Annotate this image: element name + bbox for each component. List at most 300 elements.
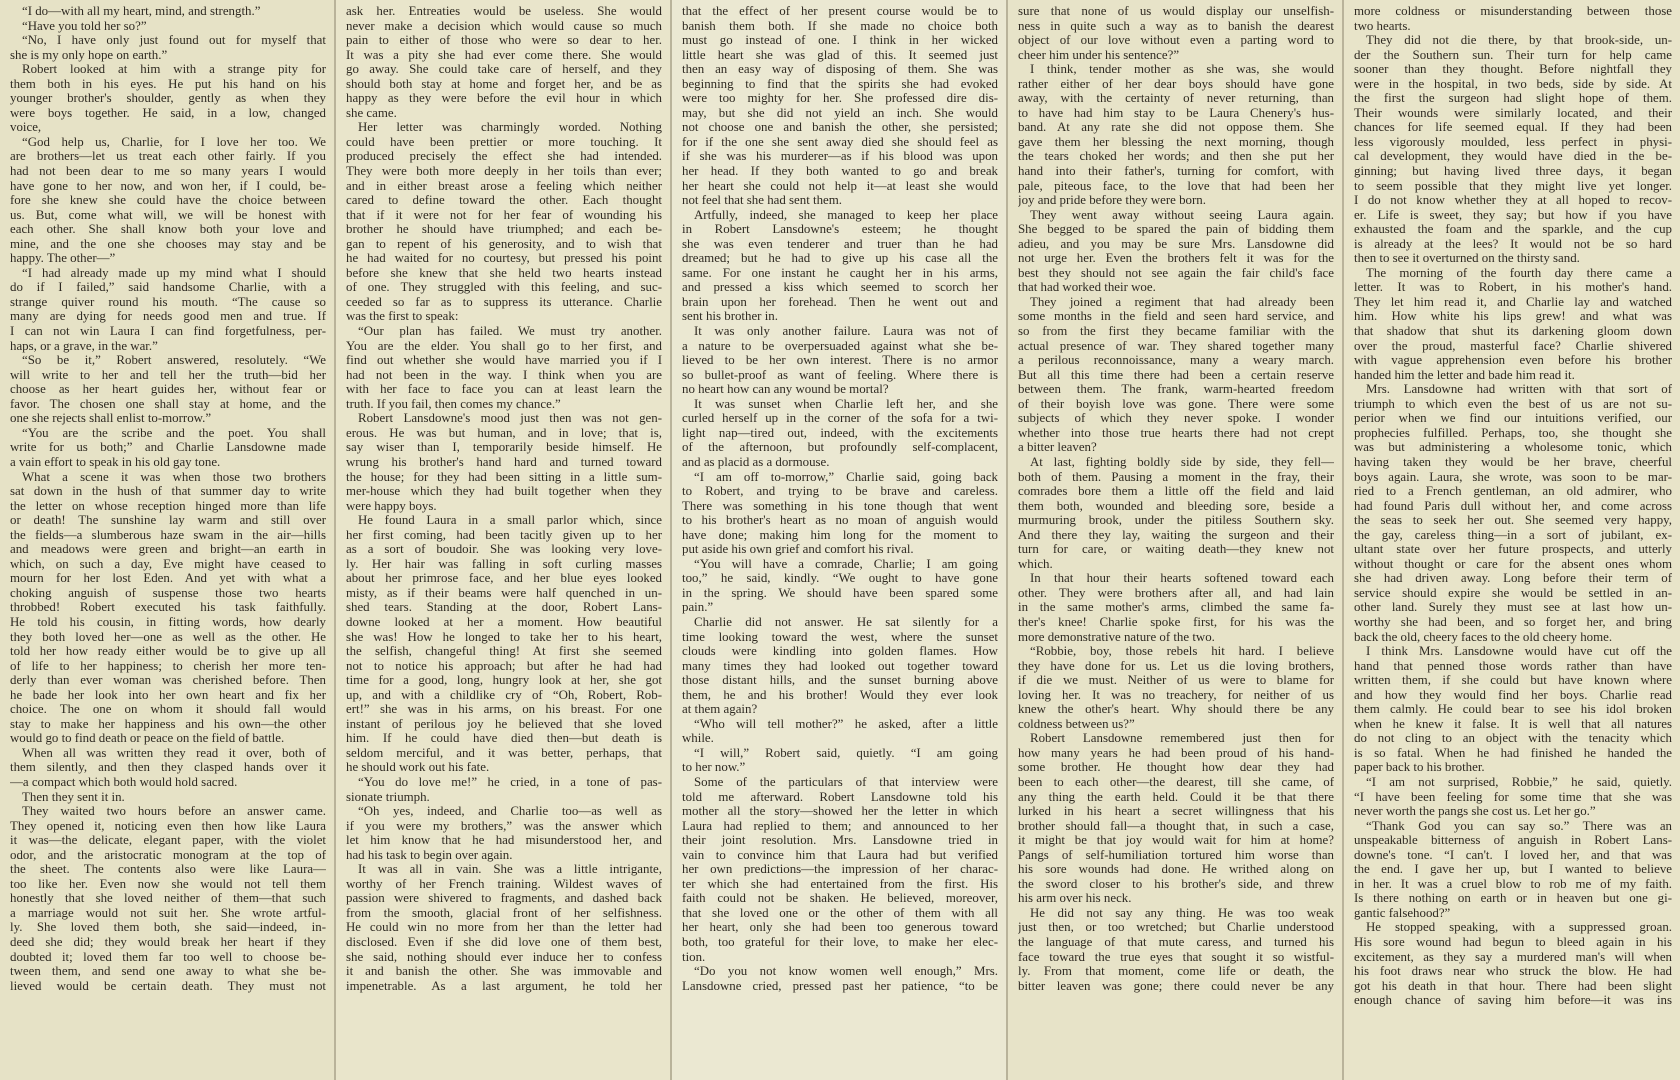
text-line: rather either of her dear boys should have gone xyxy=(1018,76,1334,91)
text-line: “Our plan has failed. We must try another. xyxy=(358,324,662,339)
text-line: “I had already made up my mind what I should xyxy=(22,265,326,280)
text-line: younger brother's shoulder, gently as when they xyxy=(10,91,326,106)
text-line: them both, wounded and bleeding sore, beside a xyxy=(1018,498,1334,513)
paragraph xyxy=(682,964,998,993)
text-line: Mrs. Lansdowne had written with that sort of xyxy=(1366,382,1672,397)
text-line: worthy she had been, and so forget her, and bring xyxy=(1354,614,1672,629)
text-line: lurked in his heart a secret willingness that his xyxy=(1018,804,1334,819)
text-line: banish them both. If she made no choice both xyxy=(682,18,998,33)
text-line: You are the elder. You shall go to her first, and xyxy=(346,338,662,353)
text-line: brother he should have triumphed; and each be- xyxy=(346,222,662,237)
text-line: They waited two hours before an answer came. xyxy=(22,804,326,819)
text-line: they have done for us. Let us die loving brothers, xyxy=(1018,658,1334,673)
text-line: she was! How he longed to take her to his heart, xyxy=(346,629,662,644)
text-line: a perilous reconnoissance, many a weary march. xyxy=(1018,353,1334,368)
text-line: Lansdowne cried, pressed past her patience, “to be xyxy=(682,978,998,993)
text-line: ask her. Entreaties would be useless. She would xyxy=(346,4,662,18)
paragraph xyxy=(1354,382,1672,644)
text-line: up, and with a childlike cry of “Oh, Robert, Rob- xyxy=(346,687,662,702)
text-line: cared to define toward the other. Each thought xyxy=(346,193,662,208)
text-line: sooner than they thought. Before nightfall they xyxy=(1354,62,1672,77)
text-line: got his death in that hour. There had been slight xyxy=(1354,978,1672,993)
text-line: tween them, and send one away to what she be- xyxy=(10,964,326,979)
text-line: many times they had looked out together toward xyxy=(682,658,998,673)
text-line: of their boyish love was gone. There were some xyxy=(1018,396,1334,411)
text-line: no heart how can any wound be mortal? xyxy=(682,382,889,397)
text-line: His sore wound had begun to bleed again in his xyxy=(1354,935,1672,949)
text-line: some months in the field and seen hard service, and xyxy=(1018,309,1334,324)
text-line: mourn for her lost Eden. And yet with what a xyxy=(10,571,326,586)
text-line: the tears choked her words; and then she put her xyxy=(1018,149,1334,164)
paragraph xyxy=(10,4,326,19)
text-line: happy as they were before the evil hour in which xyxy=(346,91,662,106)
paragraph xyxy=(346,862,662,993)
text-line: a nature to be overpersuaded against what she be- xyxy=(682,338,998,353)
text-line: must go instead of one. I think in her wicked xyxy=(682,33,998,48)
text-line: “Thank God you can say so.” There was an xyxy=(1366,818,1672,833)
text-line: in the spring. We should have been spared some xyxy=(682,585,998,600)
paragraph xyxy=(10,470,326,746)
text-line: “Robbie, boy, those rebels hit hard. I believe xyxy=(1030,644,1334,659)
text-line: she was even tenderer and truer than he had xyxy=(682,236,998,251)
text-line: ly. Her hair was falling in soft curling masses xyxy=(346,556,662,571)
text-line: pale, piteous face, to the love that had been her xyxy=(1018,178,1334,193)
paragraph xyxy=(682,470,998,557)
text-line: band. At any rate she did not oppose them. She xyxy=(1018,120,1334,135)
text-line: for if the one she sent away died she should feel as xyxy=(682,134,998,149)
text-line: “I am off to-morrow,” Charlie said, going back xyxy=(694,469,998,484)
text-line: them both in his eyes. He put his hand on his xyxy=(10,76,326,91)
text-line: —a compact which both would hold sacred. xyxy=(10,774,238,789)
text-line: ert!” she was in his arms, on his breast. For one xyxy=(346,702,662,717)
paragraph xyxy=(10,135,326,266)
text-line: do if I failed,” said handsome Charlie, with a xyxy=(10,280,326,295)
text-line: it was—the delicate, elegant paper, with the violet xyxy=(10,833,326,848)
text-line: not urge her. Even the brothers felt it was for the xyxy=(1018,251,1334,266)
text-line: he should work out his fate. xyxy=(346,760,490,775)
text-line: instant of perilous joy he believed that she loved xyxy=(346,716,662,731)
text-line: having taken they would be her brave, cheerful xyxy=(1354,454,1672,469)
text-line: hand into their father's, turning for comfort, with xyxy=(1018,164,1334,179)
paragraph xyxy=(682,557,998,615)
text-line: brother should fall—a thought that, in such a case, xyxy=(1018,818,1334,833)
text-line: they both loved her—one as well as the other. He xyxy=(10,629,326,644)
text-line: the end. I gave her up, but I wanted to believe xyxy=(1354,862,1672,877)
text-line: “I do—with all my heart, mind, and strength.” xyxy=(22,4,261,18)
text-line: ly. She loved them both, she said—indeed, in- xyxy=(10,920,326,935)
text-line: They did not die there, by that brook-side, un- xyxy=(1366,33,1672,48)
text-line: mine, and the one she chooses may stay and be xyxy=(10,236,326,251)
text-line: of the afternoon, but profoundly self-complacent, xyxy=(682,440,998,455)
text-line: It was a pity she had ever come there. She would xyxy=(346,47,662,62)
text-line: that shadow that shut its darkening gloom down xyxy=(1354,324,1672,339)
text-line: Is there nothing on earth or in heaven but one gi- xyxy=(1354,891,1672,906)
text-line: fore she knew she could have the choice between xyxy=(10,193,326,208)
text-line: time for a good, long, hungry look at her, she got xyxy=(346,673,662,688)
text-line: one she rejects shall enlist to-morrow.” xyxy=(10,411,212,426)
text-line: that if it were not for her fear of wounding his xyxy=(346,207,662,222)
text-line: less vigorously moulded, less perfect in physi- xyxy=(1354,134,1672,149)
text-line: “I will,” Robert said, quietly. “I am going xyxy=(694,745,998,760)
text-line: worthy of her French training. Wildest waves of xyxy=(346,876,662,891)
text-line: do not cling to an object with the tenacity which xyxy=(1354,731,1672,746)
text-line: She begged to be spared the pain of bidding them xyxy=(1018,222,1334,237)
text-line: before she knew that she held two hearts instead xyxy=(346,265,662,280)
text-line: ly. From that moment, come life or death, the xyxy=(1018,964,1334,979)
text-line: sat down in the hush of that summer day to write xyxy=(10,484,326,499)
text-line: happy. The other—” xyxy=(10,251,116,266)
text-line: more demonstrative nature of the two. xyxy=(1018,629,1215,644)
text-line: to his brother's heart as no moan of anguish would xyxy=(682,513,998,528)
text-line: erous. He was but human, and in love; that is, xyxy=(346,425,662,440)
text-line: excitement, as they say a murdered man's will when xyxy=(1354,949,1672,964)
text-line: of life to her happiness; to cherish her more ten- xyxy=(10,658,326,673)
text-line: unspeakable bitterness of anguish in Robert Lans- xyxy=(1354,833,1672,848)
text-line: hand that penned those words rather than have xyxy=(1354,658,1672,673)
text-line: joy and pride before they were born. xyxy=(1018,193,1206,208)
text-line: the gay, careless thing—in a sort of jubilant, ex- xyxy=(1354,527,1672,542)
text-line: go away. She could take care of herself, and they xyxy=(346,62,662,77)
text-line: the seas to seek her out. She seemed very happy, xyxy=(1354,513,1672,528)
text-line: Pangs of self-humiliation tortured him worse than xyxy=(1018,847,1334,862)
text-line: time looking toward the west, where the sunset xyxy=(682,629,998,644)
text-line: she said, nothing should ever induce her to confess xyxy=(346,949,662,964)
text-line: had not been in the way. I think when you are xyxy=(346,367,662,382)
text-line: loving her. It was no treachery, for neither of us xyxy=(1018,687,1334,702)
text-line: a vain effort to speak in his old gay tone. xyxy=(10,454,221,469)
text-line: that had worked their woe. xyxy=(1018,280,1156,295)
text-line: service should expire she would be settled in an- xyxy=(1354,585,1672,600)
text-line: “So be it,” Robert answered, resolutely. “We xyxy=(22,353,326,368)
text-line: beginning to find that the spirits she had evoked xyxy=(682,76,998,91)
text-line: as a sort of boudoir. She was looking very love- xyxy=(346,542,662,557)
text-line: handed him the letter and bade him read it. xyxy=(1354,367,1575,382)
text-line: which. xyxy=(1018,556,1053,571)
text-line: with vague apprehension even before his brother xyxy=(1354,353,1672,368)
text-line: I do not know whether they at all hoped to recov- xyxy=(1354,193,1672,208)
paragraph xyxy=(346,120,662,324)
text-line: Their wounds were similarly located, and their xyxy=(1354,105,1672,120)
text-line: had found Paris dull without her, and come across xyxy=(1354,498,1672,513)
text-line: passion were shivered to fragments, and dashed back xyxy=(346,891,662,906)
text-line: ness in quite such a way as to banish the dearest xyxy=(1018,18,1334,33)
text-line: both, too grateful for their love, to make her elec- xyxy=(682,935,998,949)
paragraph xyxy=(10,62,326,135)
text-line: never worth the pangs she cost us. Let her go.” xyxy=(1354,804,1596,819)
text-line: him. How white his lips grew! and what was xyxy=(1354,309,1672,324)
text-line: triumph to which even the best of us are not su- xyxy=(1354,396,1672,411)
text-line: actual presence of war. They shared together many xyxy=(1018,338,1334,353)
text-line: shed tears. Standing at the door, Robert Lans- xyxy=(346,600,662,615)
text-line: choking anguish of suspense those two hearts xyxy=(10,585,326,600)
text-line: little heart she was glad of this. It seemed just xyxy=(682,47,998,62)
paragraph xyxy=(682,397,998,470)
text-line: to her now.” xyxy=(682,760,746,775)
text-line: bitter leaven was gone; there could never be any xyxy=(1018,978,1334,993)
text-line: Robert Lansdowne's mood just then was not gen- xyxy=(358,411,662,426)
text-line: I think, tender mother as she was, she would xyxy=(1030,62,1334,77)
text-line: dreamed; but he had to give up his case all the xyxy=(682,251,998,266)
text-line: and in either breast arose a feeling which neither xyxy=(346,178,662,193)
text-line: if you were my brothers,” was the answer which xyxy=(346,818,662,833)
text-line: mer-house which they had built together when they xyxy=(346,484,662,499)
text-line: will write to her and tell her the truth—bid her xyxy=(10,367,326,382)
text-line: He found Laura in a small parlor which, since xyxy=(358,513,662,528)
paragraph xyxy=(10,266,326,353)
text-line: letter. It was to Robert, in his mother's hand. xyxy=(1354,280,1672,295)
text-column-2 xyxy=(336,0,672,1080)
text-line: wrung his brother's hand hard and turned toward xyxy=(346,454,662,469)
text-line: impenetrable. As a last argument, he told her xyxy=(346,978,662,993)
text-line: the selfish, changeful thing! At first she seemed xyxy=(346,644,662,659)
text-line: them silently, and then they clasped hands over it xyxy=(10,760,326,775)
text-line: knew the other's heart. Why should there be any xyxy=(1018,702,1334,717)
paragraph xyxy=(1018,4,1334,62)
paragraph xyxy=(346,411,662,513)
text-line: Then they sent it in. xyxy=(22,789,125,804)
text-line: He told his cousin, in fitting words, how dearly xyxy=(10,614,326,629)
text-line: she is my only hope on earth.” xyxy=(10,47,168,62)
text-line: seldom merciful, and it was better, perhaps, that xyxy=(346,745,662,760)
text-line: the fields—a slumberous haze swam in the air—hills xyxy=(10,527,326,542)
text-line: were in the hospital, in two beds, side by side. At xyxy=(1354,76,1672,91)
text-line: mother all the story—showed her the letter in which xyxy=(682,804,998,819)
text-line: or death! The sunshine lay warm and still over xyxy=(10,513,326,528)
text-line: “You will have a comrade, Charlie; I am going xyxy=(694,556,998,571)
paragraph xyxy=(682,717,998,746)
text-line: And there they lay, waiting the surgeon and their xyxy=(1018,527,1334,542)
paragraph xyxy=(346,775,662,804)
text-line: lieved to be her own interest. There is no armor xyxy=(682,353,998,368)
text-line: other land. Surely they must see at last how un- xyxy=(1354,600,1672,615)
text-column-1 xyxy=(0,0,336,1080)
paragraph xyxy=(1018,571,1334,644)
text-line: is already at the lees? It would not be so hard xyxy=(1354,236,1672,251)
text-line: to have had him stay to be Laura Chenery's hus- xyxy=(1018,105,1334,120)
text-line: odor, and the aristocratic monogram at the top of xyxy=(10,847,326,862)
text-line: er. Life is sweet, they say; but how if you have xyxy=(1354,207,1672,222)
paragraph xyxy=(1018,62,1334,207)
text-line: They let him read it, and Charlie lay and watched xyxy=(1354,294,1672,309)
paragraph xyxy=(682,775,998,964)
text-line: any thing the earth held. Could it be that there xyxy=(1018,789,1334,804)
text-line: him. If he could have died then—but death is xyxy=(346,731,662,746)
text-line: a bitter leaven? xyxy=(1018,440,1097,455)
paragraph xyxy=(1018,208,1334,295)
paragraph xyxy=(1018,644,1334,731)
paragraph xyxy=(10,746,326,790)
text-line: those distant hills, and the sunset burning above xyxy=(682,673,998,688)
text-line: and meadows were green and bright—an earth in xyxy=(10,542,326,557)
text-line: light nap—tired out, indeed, with the excitements xyxy=(682,425,998,440)
text-line: comrades bore them a little off the field and laid xyxy=(1018,484,1334,499)
text-line: were happy boys. xyxy=(346,498,437,513)
text-line: which, on such a day, Eve might have ceased to xyxy=(10,556,326,571)
paragraph xyxy=(1354,644,1672,775)
text-line: “You do love me!” he cried, in a tone of pas- xyxy=(358,774,662,789)
paragraph xyxy=(346,4,662,120)
text-line: written them, if she could but have known where xyxy=(1354,673,1672,688)
text-line: it and banish the other. She was immovable and xyxy=(346,964,662,979)
paragraph xyxy=(1354,819,1672,921)
text-line: perior when we find our intuitions verified, our xyxy=(1354,411,1672,426)
text-line: I think Mrs. Lansdowne would have cut off the xyxy=(1366,644,1672,659)
text-line: without thought or care for the absent ones whom xyxy=(1354,556,1672,571)
text-line: gantic falsehood?” xyxy=(1354,905,1451,920)
text-line: gan to repent of his generosity, and to wish that xyxy=(346,236,662,251)
text-line: write for us both;” and Charlie Lansdowne made xyxy=(10,440,326,455)
paragraph xyxy=(1018,455,1334,571)
text-line: choice. The one on whom it should fall would xyxy=(10,702,326,717)
paragraph xyxy=(682,4,998,208)
text-line: misty, as if their beams were half quenched in un- xyxy=(346,585,662,600)
text-line: ultant state over her future prospects, and utterly xyxy=(1354,542,1672,557)
text-line: both of them. Pausing a moment in the fray, their xyxy=(1018,469,1334,484)
text-line: voice, xyxy=(10,120,42,135)
text-line: if she was his murderer—as if his blood was upon xyxy=(682,149,998,164)
paragraph xyxy=(1354,775,1672,819)
text-line: “I am not surprised, Robbie,” he said, quietly. xyxy=(1366,774,1672,789)
text-line: over the proud, masterful face? Charlie shivered xyxy=(1354,338,1672,353)
text-line: pain.” xyxy=(682,600,714,615)
text-line: that the effect of her present course would be to xyxy=(682,4,998,18)
text-line: At last, fighting boldly side by side, they fell— xyxy=(1030,454,1334,469)
paragraph xyxy=(1018,906,1334,993)
text-line: many are dying for needs good men and true. If xyxy=(10,309,326,324)
paragraph xyxy=(682,208,998,324)
text-line: how many years he had been proud of his hand- xyxy=(1018,745,1334,760)
text-line: cheer him under his sentence?” xyxy=(1018,47,1180,62)
text-line: each other. She shall know both your love and xyxy=(10,222,326,237)
text-line: honestly that she loved neither of them—that such xyxy=(10,891,326,906)
text-line: let him know that he had misunderstood her, and xyxy=(346,833,662,848)
paragraph xyxy=(682,324,998,397)
text-line: prophecies fulfilled. Perhaps, too, she thought she xyxy=(1354,425,1672,440)
text-line: sent his brother in. xyxy=(682,309,778,324)
text-line: produced precisely the effect she had intended. xyxy=(346,149,662,164)
text-line: the house; for they had been sitting in a little sum- xyxy=(346,469,662,484)
text-line: she had driven away. Long before their term of xyxy=(1354,571,1672,586)
text-line: us. But, come what will, we will be honest with xyxy=(10,207,326,222)
text-line: deed she did; they would break her heart if they xyxy=(10,935,326,949)
text-line: told her how ready either would be to give up all xyxy=(10,644,326,659)
text-line: in her. It was a cruel blow to rob me of my faith. xyxy=(1354,876,1672,891)
text-line: them calmly. He could bear to see his idol broken xyxy=(1354,702,1672,717)
text-line: the sheet. The contents also were like Laura— xyxy=(10,862,326,877)
text-line: “No, I have only just found out for myself that xyxy=(22,33,326,48)
paragraph xyxy=(1354,920,1672,1007)
text-line: if die we must. Neither of us were to blame for xyxy=(1018,673,1334,688)
paragraph xyxy=(346,513,662,775)
text-line: Her letter was charmingly worded. Nothing xyxy=(358,120,662,135)
text-line: chances for life seemed equal. If they had been xyxy=(1354,120,1672,135)
text-column-3 xyxy=(672,0,1008,1080)
text-line: it might be that joy would wait for him at home? xyxy=(1018,833,1334,848)
text-line: “Have you told her so?” xyxy=(22,18,147,33)
text-line: clouds were kindling into golden flames. How xyxy=(682,644,998,659)
text-line: lieved would be certain death. They must not xyxy=(10,978,326,993)
text-line: away, with the certainty of never returning, than xyxy=(1018,91,1334,106)
text-line: his foot draws near who struck the blow. He had xyxy=(1354,964,1672,979)
text-line: doubted it; loved them far too well to choose be- xyxy=(10,949,326,964)
text-line: so bullet-proof as want of feeling. Where there is xyxy=(682,367,998,382)
text-line: not feel that she had sent them. xyxy=(682,193,843,208)
text-line: Charlie did not answer. He sat silently for a xyxy=(694,614,998,629)
text-line: derly than ever woman was cherished before. Then xyxy=(10,673,326,688)
text-line: then an easy way of disposing of them. She was xyxy=(682,62,998,77)
text-line: with her face to face you can at least learn the xyxy=(346,382,662,397)
text-line: He stopped speaking, with a suppressed groan. xyxy=(1366,920,1672,935)
text-line: He did not say any thing. He was too weak xyxy=(1030,905,1334,920)
text-line: some brother. He thought how dear they had xyxy=(1018,760,1334,775)
text-line: downe's tone. “I can't. I loved her, and that was xyxy=(1354,847,1672,862)
text-line: Laura had replied to them; and announced to her xyxy=(682,818,998,833)
text-line: I can not win Laura I can find forgetfulness, per- xyxy=(10,324,326,339)
text-line: would go to find death or peace on the field of battle. xyxy=(10,731,285,746)
text-line: object of our love without even a parting word to xyxy=(1018,33,1334,48)
text-line: sure that none of us would display our unselfish- xyxy=(1018,4,1334,18)
text-line: about her primrose face, and her blue eyes looked xyxy=(346,571,662,586)
text-line: gave them her blessing the next morning, though xyxy=(1018,134,1334,149)
text-line: But all this time there had been a certain reserve xyxy=(1018,367,1334,382)
paragraph xyxy=(1354,266,1672,382)
text-line: “Who will tell mother?” he asked, after a little xyxy=(694,716,998,731)
paragraph xyxy=(682,746,998,775)
text-line: It was only another failure. Laura was not of xyxy=(694,324,998,339)
text-line: There was something in his tone though that went xyxy=(682,498,998,513)
text-line: is so fatal. When he had finished he handed the xyxy=(1354,745,1672,760)
text-line: and as placid as a dormouse. xyxy=(682,454,830,469)
text-column-4 xyxy=(1008,0,1344,1080)
text-line: he bade her look into her own heart and fix her xyxy=(10,687,326,702)
paragraph xyxy=(10,33,326,62)
text-line: in Robert Lansdowne's esteem; he thought xyxy=(682,222,998,237)
text-line: of one. They struggled with this feeling, and suc- xyxy=(346,280,662,295)
text-line: their joint resolution. Mrs. Lansdowne tried in xyxy=(682,833,998,848)
text-line: from the smooth, glacial front of her selfishness. xyxy=(346,905,662,920)
paragraph xyxy=(1018,731,1334,906)
text-line: Some of the particulars of that interview were xyxy=(694,774,998,789)
text-line: were too mighty for her. She professed dire dis- xyxy=(682,91,998,106)
text-line: have gone to her now, and won her, if I could, be- xyxy=(10,178,326,193)
text-line: strange quiver round his mouth. “The cause so xyxy=(10,294,326,309)
text-line: He could win no more from her than the letter had xyxy=(346,920,662,935)
text-column-5 xyxy=(1344,0,1680,1080)
text-line: When all was written they read it over, both of xyxy=(22,745,326,760)
text-line: ceeded so far as to suppress its utterance. Charlie xyxy=(346,294,662,309)
paragraph xyxy=(1354,33,1672,266)
text-line: should both stay at home and forget her, and be as xyxy=(346,76,662,91)
text-line: The morning of the fourth day there came a xyxy=(1366,265,1672,280)
text-line: curled herself up in the corner of the sofa for a twi- xyxy=(682,411,998,426)
text-line: had not been dear to me so many years I would xyxy=(10,164,326,179)
text-line: the letter on whose reception hinged more than life xyxy=(10,498,326,513)
text-line: that she loved one or the other of them with all xyxy=(682,905,998,920)
text-line: was but administering a wholesome tonic, which xyxy=(1354,440,1672,455)
text-line: It was all in vain. She was a little intrigante, xyxy=(358,862,662,877)
text-line: then to see it overturned on the thirsty sand. xyxy=(1354,251,1580,266)
text-line: throbbed! Robert executed his task faithfully. xyxy=(10,600,326,615)
text-line: been to each other—the dearest, till she came, of xyxy=(1018,774,1334,789)
text-line: may, but she did not yield an inch. She would xyxy=(682,105,998,120)
text-line: and pressed a kiss which seemed to scorch her xyxy=(682,280,998,295)
text-line: her heart, only she had been too generous toward xyxy=(682,920,998,935)
text-line: They opened it, noticing even then how like Laura xyxy=(10,818,326,833)
text-line: had his task to begin over again. xyxy=(346,847,513,862)
text-line: turn for care, or waiting death—they knew not xyxy=(1018,542,1334,557)
text-line: Robert looked at him with a strange pity for xyxy=(22,62,326,77)
text-line: ried to a French gentleman, an old admirer, who xyxy=(1354,484,1672,499)
